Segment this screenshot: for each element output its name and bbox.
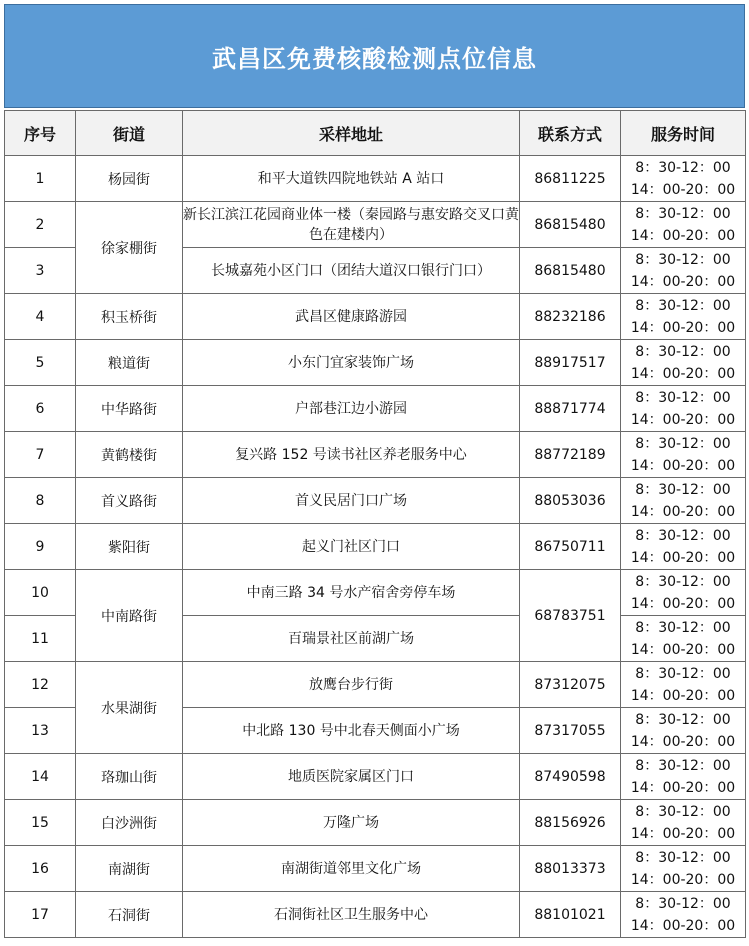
row-index: 14: [5, 754, 76, 800]
row-address: 石洞街社区卫生服务中心: [183, 892, 520, 938]
row-street: 粮道街: [76, 340, 183, 386]
row-hours: [621, 570, 746, 616]
row-address: 起义门社区门口: [183, 524, 520, 570]
title-banner: [4, 4, 745, 108]
row-hours: [621, 478, 746, 524]
header-hours: 服务时间: [621, 111, 746, 156]
row-index: 1: [5, 156, 76, 202]
row-street: 杨园街: [76, 156, 183, 202]
row-address: 复兴路 152 号读书社区养老服务中心: [183, 432, 520, 478]
afternoon-hours: 14：00-20：00: [630, 319, 736, 336]
row-street: 石洞街: [76, 892, 183, 938]
row-hours: [621, 754, 746, 800]
row-phone: 88156926: [520, 800, 621, 846]
header-street: 街道: [76, 111, 183, 156]
morning-hours: 8：30-12：00: [635, 757, 731, 774]
morning-hours: 8：30-12：00: [635, 297, 731, 314]
row-address: 万隆广场: [183, 800, 520, 846]
afternoon-hours: 14：00-20：00: [630, 917, 736, 934]
morning-hours: 8：30-12：00: [635, 389, 731, 406]
morning-hours: 8：30-12：00: [635, 343, 731, 360]
row-index: 6: [5, 386, 76, 432]
table-row: [5, 156, 746, 202]
table-row: [5, 386, 746, 432]
row-hours: [621, 524, 746, 570]
row-index: 16: [5, 846, 76, 892]
row-address: 中北路 130 号中北春天侧面小广场: [183, 708, 520, 754]
row-street: 珞珈山街: [76, 754, 183, 800]
row-phone: 87490598: [520, 754, 621, 800]
page-title: 武昌区免费核酸检测点位信息: [212, 44, 537, 73]
table-row: [5, 662, 746, 708]
afternoon-hours: 14：00-20：00: [630, 503, 736, 520]
table-header-row: [5, 111, 746, 156]
afternoon-hours: 14：00-20：00: [630, 227, 736, 244]
afternoon-hours: 14：00-20：00: [630, 549, 736, 566]
row-index: 7: [5, 432, 76, 478]
row-phone: 86815480: [520, 248, 621, 294]
row-address: 小东门宜家装饰广场: [183, 340, 520, 386]
row-address: 地质医院家属区门口: [183, 754, 520, 800]
table-row: [5, 432, 746, 478]
afternoon-hours: 14：00-20：00: [630, 871, 736, 888]
table-row: [5, 294, 746, 340]
row-hours: [621, 432, 746, 478]
row-address: 长城嘉苑小区门口（团结大道汉口银行门口）: [183, 248, 520, 294]
table-row: [5, 892, 746, 938]
row-hours: [621, 800, 746, 846]
row-phone: 88917517: [520, 340, 621, 386]
row-hours: [621, 248, 746, 294]
row-index: 12: [5, 662, 76, 708]
header-index: 序号: [5, 111, 76, 156]
row-hours: [621, 662, 746, 708]
row-address: 户部巷江边小游园: [183, 386, 520, 432]
row-address: 新长江滨江花园商业体一楼（秦园路与惠安路交叉口黄色在建楼内）: [183, 202, 520, 248]
row-phone: 87317055: [520, 708, 621, 754]
afternoon-hours: 14：00-20：00: [630, 181, 736, 198]
row-hours: [621, 616, 746, 662]
afternoon-hours: 14：00-20：00: [630, 641, 736, 658]
table-row: [5, 754, 746, 800]
row-phone: 88772189: [520, 432, 621, 478]
morning-hours: 8：30-12：00: [635, 205, 731, 222]
row-phone: 68783751: [520, 570, 621, 662]
afternoon-hours: 14：00-20：00: [630, 457, 736, 474]
row-index: 11: [5, 616, 76, 662]
row-index: 8: [5, 478, 76, 524]
row-hours: [621, 202, 746, 248]
row-phone: 88871774: [520, 386, 621, 432]
afternoon-hours: 14：00-20：00: [630, 411, 736, 428]
row-phone: 88013373: [520, 846, 621, 892]
row-index: 15: [5, 800, 76, 846]
row-index: 4: [5, 294, 76, 340]
row-phone: 86750711: [520, 524, 621, 570]
row-index: 2: [5, 202, 76, 248]
table-row: [5, 340, 746, 386]
row-index: 3: [5, 248, 76, 294]
row-index: 5: [5, 340, 76, 386]
morning-hours: 8：30-12：00: [635, 803, 731, 820]
row-address: 中南三路 34 号水产宿舍旁停车场: [183, 570, 520, 616]
row-street: 首义路街: [76, 478, 183, 524]
table-row: [5, 800, 746, 846]
row-phone: 88053036: [520, 478, 621, 524]
row-phone: 88232186: [520, 294, 621, 340]
table-row: [5, 478, 746, 524]
row-street: 黄鹤楼街: [76, 432, 183, 478]
afternoon-hours: 14：00-20：00: [630, 825, 736, 842]
row-street: 徐家棚街: [76, 202, 183, 294]
row-street: 中华路街: [76, 386, 183, 432]
morning-hours: 8：30-12：00: [635, 895, 731, 912]
row-index: 10: [5, 570, 76, 616]
morning-hours: 8：30-12：00: [635, 665, 731, 682]
row-phone: 86815480: [520, 202, 621, 248]
row-hours: [621, 708, 746, 754]
table-body: [5, 156, 746, 938]
morning-hours: 8：30-12：00: [635, 159, 731, 176]
row-street: 积玉桥街: [76, 294, 183, 340]
row-hours: [621, 386, 746, 432]
afternoon-hours: 14：00-20：00: [630, 273, 736, 290]
row-hours: [621, 294, 746, 340]
afternoon-hours: 14：00-20：00: [630, 733, 736, 750]
table-row: [5, 202, 746, 248]
row-address: 南湖街道邻里文化广场: [183, 846, 520, 892]
morning-hours: 8：30-12：00: [635, 435, 731, 452]
header-address: 采样地址: [183, 111, 520, 156]
row-address: 首义民居门口广场: [183, 478, 520, 524]
morning-hours: 8：30-12：00: [635, 573, 731, 590]
afternoon-hours: 14：00-20：00: [630, 365, 736, 382]
morning-hours: 8：30-12：00: [635, 849, 731, 866]
row-index: 13: [5, 708, 76, 754]
row-hours: [621, 846, 746, 892]
row-street: 白沙洲街: [76, 800, 183, 846]
morning-hours: 8：30-12：00: [635, 527, 731, 544]
row-street: 水果湖街: [76, 662, 183, 754]
row-phone: 88101021: [520, 892, 621, 938]
morning-hours: 8：30-12：00: [635, 619, 731, 636]
row-index: 9: [5, 524, 76, 570]
row-address: 百瑞景社区前湖广场: [183, 616, 520, 662]
row-street: 紫阳街: [76, 524, 183, 570]
table-row: [5, 570, 746, 616]
afternoon-hours: 14：00-20：00: [630, 779, 736, 796]
header-contact: 联系方式: [520, 111, 621, 156]
row-hours: [621, 340, 746, 386]
row-index: 17: [5, 892, 76, 938]
row-street: 南湖街: [76, 846, 183, 892]
table-row: [5, 524, 746, 570]
testing-sites-table: [4, 110, 746, 938]
row-address: 武昌区健康路游园: [183, 294, 520, 340]
row-address: 放鹰台步行街: [183, 662, 520, 708]
row-street: 中南路街: [76, 570, 183, 662]
morning-hours: 8：30-12：00: [635, 251, 731, 268]
afternoon-hours: 14：00-20：00: [630, 687, 736, 704]
morning-hours: 8：30-12：00: [635, 481, 731, 498]
row-phone: 87312075: [520, 662, 621, 708]
table-row: [5, 846, 746, 892]
row-phone: 86811225: [520, 156, 621, 202]
row-address: 和平大道铁四院地铁站 A 站口: [183, 156, 520, 202]
morning-hours: 8：30-12：00: [635, 711, 731, 728]
afternoon-hours: 14：00-20：00: [630, 595, 736, 612]
row-hours: [621, 156, 746, 202]
row-hours: [621, 892, 746, 938]
